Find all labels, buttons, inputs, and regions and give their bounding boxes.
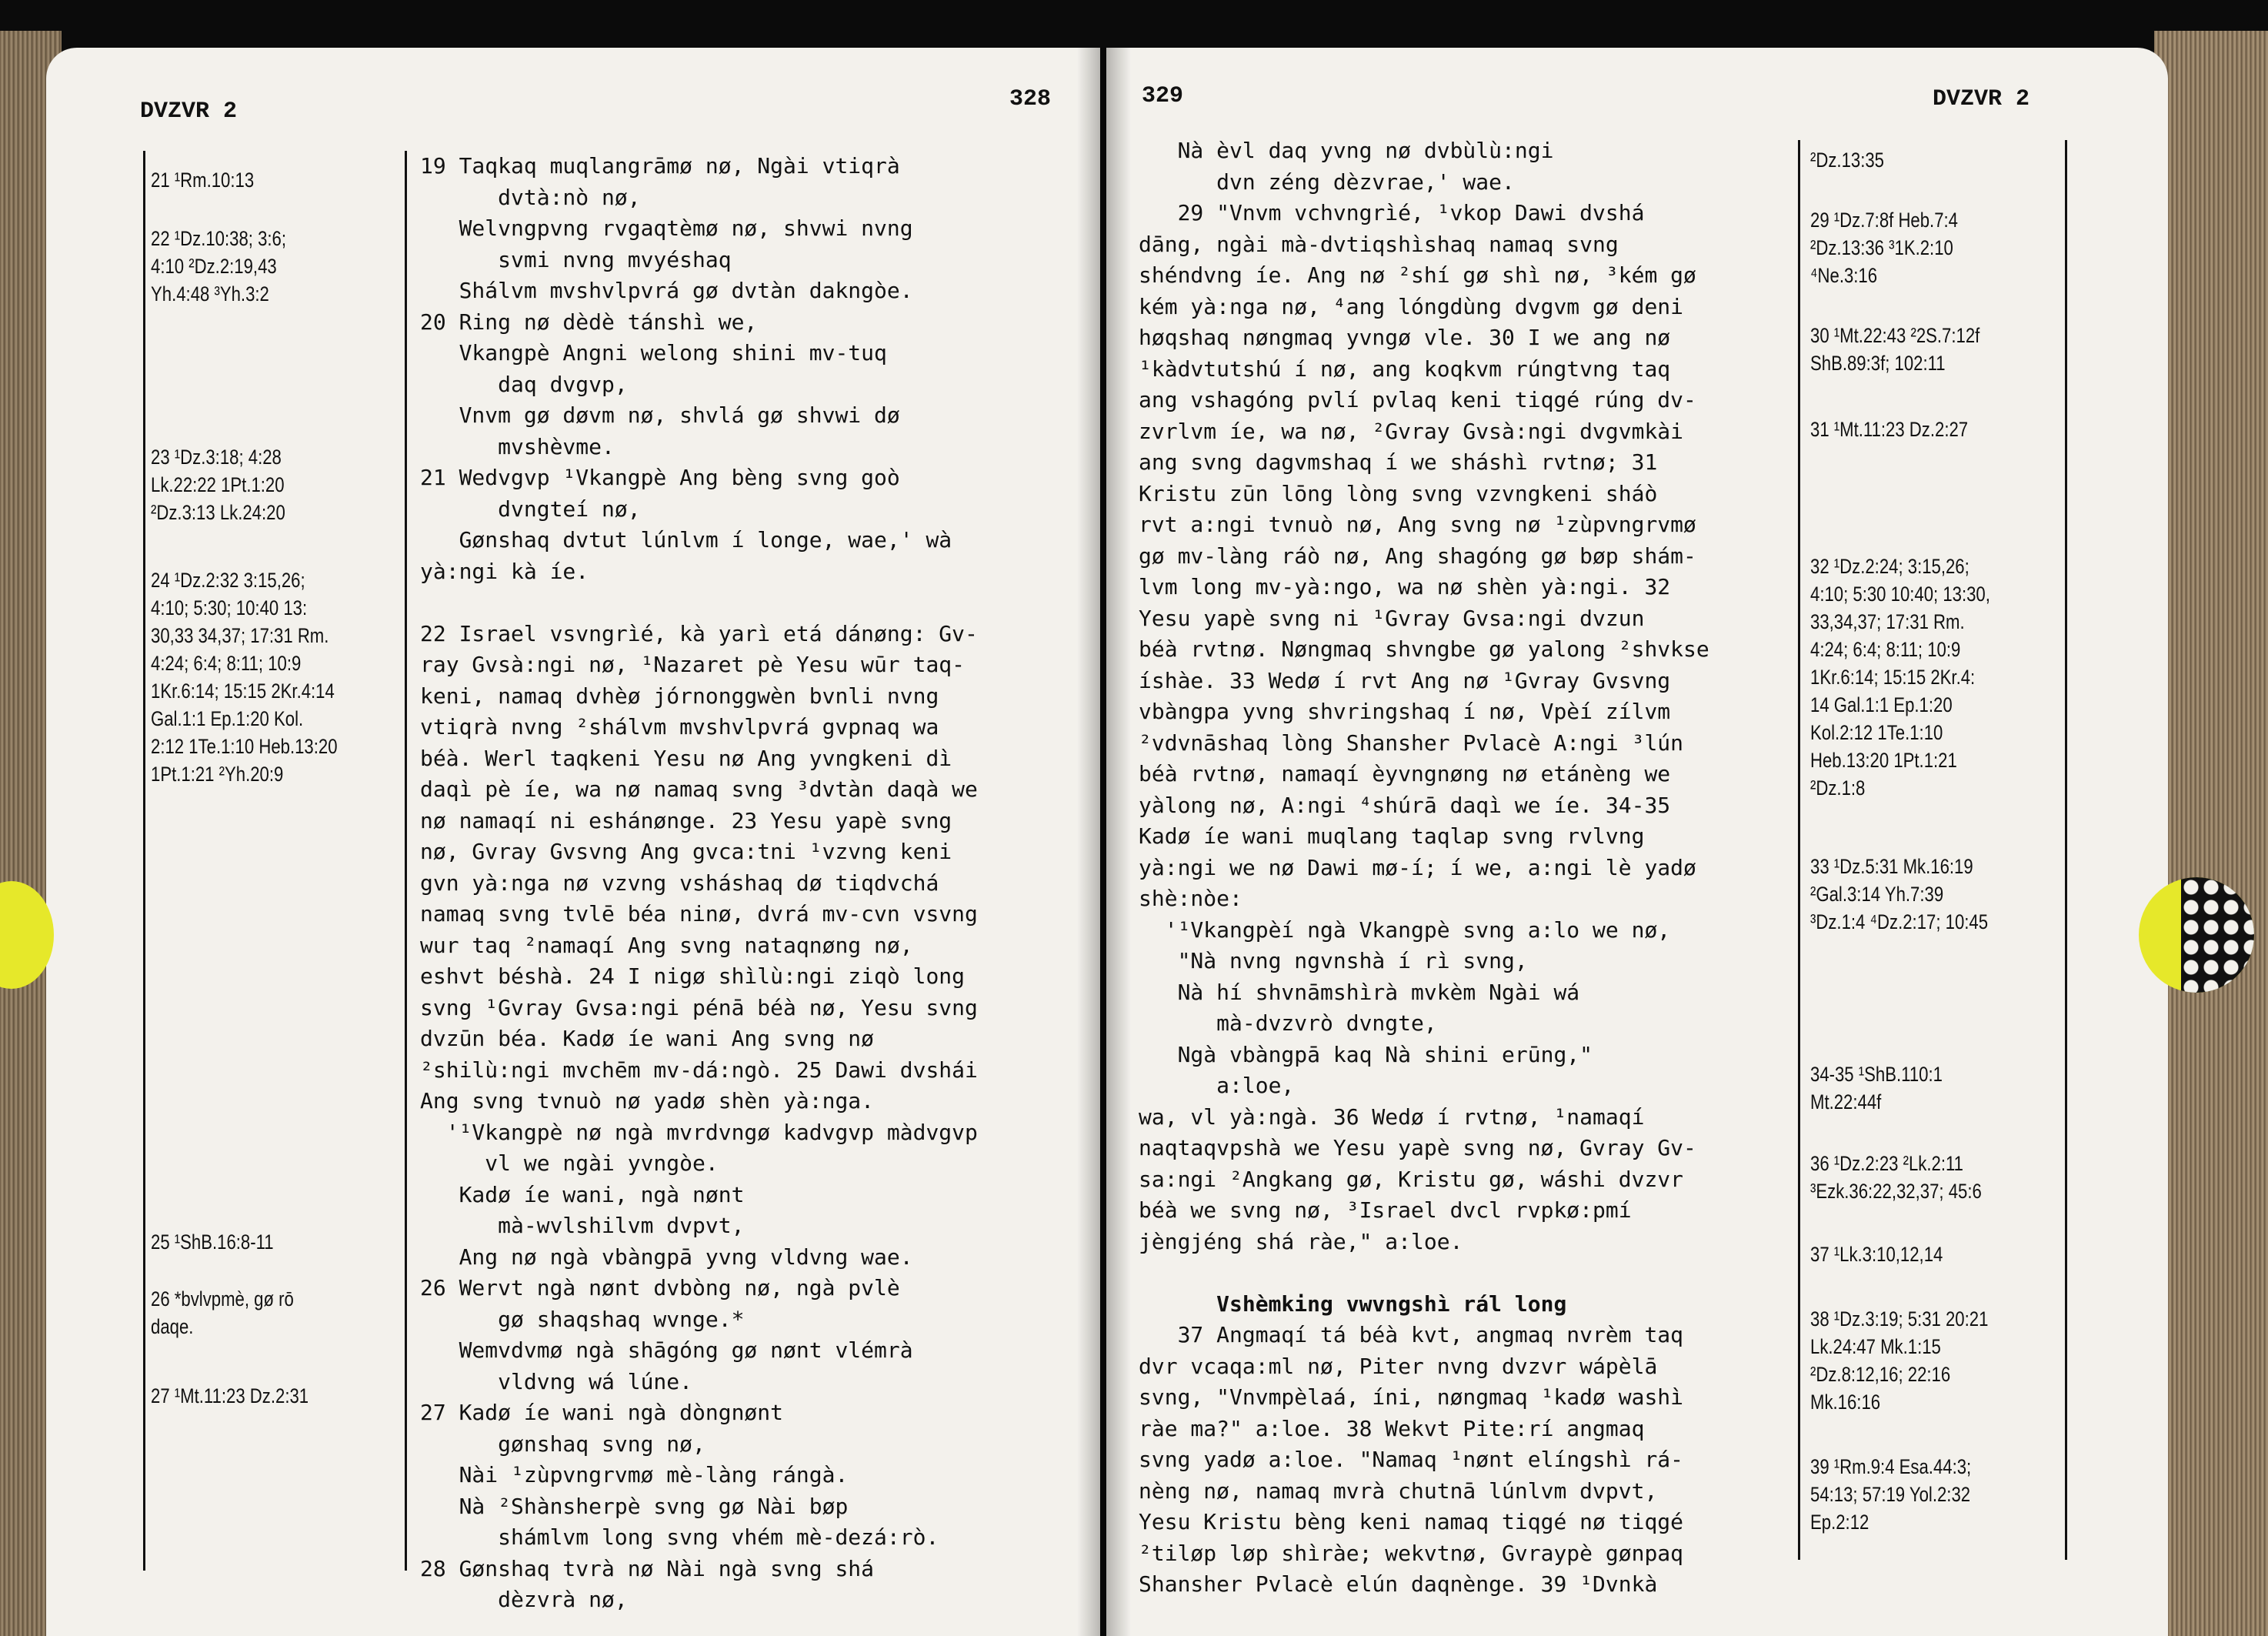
text-line: 27 Kadø íe wani ngà dòngnønt <box>420 1400 784 1425</box>
text-line: Kadø íe wani muqlang taqlap svng rvlvng <box>1139 823 1645 849</box>
text-line: 21 Wedvgvp ¹Vkangpè Ang bèng svng goò <box>420 465 900 490</box>
text-line: ²vdvnāshaq lòng Shansher Pvlacè A:ngi ³lún <box>1139 730 1684 756</box>
text-line <box>1139 1257 1777 1289</box>
text-line: íshàe. 33 Wedø í rvt Ang nø ¹Gvray Gvsvng <box>1139 667 1671 693</box>
text-line: dvr vcaqa:ml nø, Piter nvng dvzvr wápèlā <box>1139 1353 1658 1379</box>
text-line: sa:ngi ²Angkang gø, Kristu gø, wáshi dvzvr <box>1139 1166 1684 1192</box>
right-running-head: DVZVR 2 <box>1933 86 2030 112</box>
text-line: Ang nø ngà vbàngpā yvng vldvng wae. <box>420 1244 913 1270</box>
text-line: béà rvtnø. Nøngmaq shvngbe gø yalong ²shvkse <box>1139 636 1709 662</box>
text-line: mà-dvzvrò dvngte, <box>1139 1010 1437 1036</box>
book-page-edges-right <box>2154 31 2268 1636</box>
left-page-number: 328 <box>1009 86 1052 112</box>
text-line: mà-wvlshilvm dvpvt, <box>420 1213 745 1238</box>
text-line: béà. Werl taqkeni Yesu nø Ang yvngkeni dì <box>420 745 952 771</box>
text-line: Welvngpvng rvgaqtèmø nø, shvwi nvng <box>420 215 913 241</box>
text-line: høqshaq nøngmaq yvngø vle. 30 I we ang nø <box>1139 325 1671 350</box>
text-line: rvt a:ngi tvnuò nø, Ang svng nø ¹zùpvngrvmø <box>1139 512 1696 537</box>
text-line: vldvng wá lúne. <box>420 1368 693 1394</box>
cross-reference: 36 ¹Dz.2:23 ²Lk.2:11 ³Ezk.36:22,32,37; 45:6 <box>1810 1152 1982 1203</box>
text-line: namaq svng tvlē béa ninø, dvrá mv-cvn vsvng <box>420 901 978 927</box>
text-line: yà:ngi we nø Dawi mø-í; í we, a:ngi lè yadø <box>1139 854 1696 880</box>
text-line: shè:nòe: <box>1139 886 1242 911</box>
text-line: 29 "Vnvm vchvngrìé, ¹vkop Dawi dvshá <box>1139 200 1645 225</box>
text-line: gønshaq svng nø, <box>420 1431 705 1457</box>
text-line: kém yà:nga nø, ⁴ang lóngdùng dvgvm gø deni <box>1139 293 1684 319</box>
thumb-index-tab-right[interactable] <box>2139 877 2254 993</box>
cross-reference: 23 ¹Dz.3:18; 4:28 Lk.22:22 1Pt.1:20 ²Dz.3:13 Lk.24:20 <box>151 446 285 524</box>
text-line: Gønshaq dvtut lúnlvm í longe, wae,' wà <box>420 527 952 553</box>
text-line: Nà èvl daq yvng nø dvbùlù:ngi <box>1139 138 1554 163</box>
text-line: nø, Gvray Gvsvng Ang gvca:tni ¹vzvng keni <box>420 839 952 864</box>
text-line: lvm long mv-yà:ngo, wa nø shèn yà:ngi. 32 <box>1139 574 1671 599</box>
text-line: dvtà:nò nø, <box>420 184 641 210</box>
text-line: nø namaqí ni eshánønge. 23 Yesu yapè svng <box>420 807 952 833</box>
text-line: Ngà vbàngpā kaq Nà shini erūng," <box>1139 1041 1593 1067</box>
cross-reference: 31 ¹Mt.11:23 Dz.2:27 <box>1810 418 1969 441</box>
text-line: 37 Angmaqí tá béà kvt, angmaq nvrèm taq <box>1139 1322 1684 1347</box>
text-line: gø shaqshaq wvnge.* <box>420 1306 745 1332</box>
right-column-rule <box>1798 140 1800 1560</box>
right-main-text <box>1139 135 1777 1601</box>
cross-reference: ²Dz.13:35 <box>1810 149 1884 172</box>
text-line <box>420 587 1074 619</box>
text-line: béà rvtnø, namaqí èyvngnøng nø etánèng we <box>1139 761 1671 786</box>
cross-reference: 21 ¹Rm.10:13 <box>151 169 255 192</box>
text-line: wur taq ²namaqí Ang svng nataqnøng nø, <box>420 932 913 958</box>
book-gutter <box>1077 48 1131 1636</box>
text-line: Nài ¹zùpvngrvmø mè-làng rángà. <box>420 1462 849 1487</box>
cross-reference: 37 ¹Lk.3:10,12,14 <box>1810 1243 1943 1266</box>
text-line: a:loe, <box>1139 1073 1295 1098</box>
cross-reference: 24 ¹Dz.2:32 3:15,26; 4:10; 5:30; 10:40 13: 30,33 34,37; 17:31 Rm. 4:24; 6:4; 8:11; 10:9 1Kr.6:14; 15:15 2Kr.4:14 Gal.1:1 Ep.1:20 Kol. 2:12 1Te.1:10 Heb.13:20 1Pt.1:21 ²Yh.20:9 <box>151 569 338 786</box>
cross-reference: 29 ¹Dz.7:8f Heb.7:4 ²Dz.13:36 ³1K.2:10 ⁴Ne.3:16 <box>1810 209 1958 287</box>
text-line: mvshèvme. <box>420 433 615 459</box>
cross-reference: 22 ¹Dz.10:38; 3:6; 4:10 ²Dz.2:19,43 Yh.4:48 ³Yh.3:2 <box>151 227 287 305</box>
text-line: vl we ngài yvngòe. <box>420 1150 719 1176</box>
text-line: ²shilù:ngi mvchēm mv-dá:ngò. 25 Dawi dvshái <box>420 1057 978 1083</box>
text-line: gø mv-làng ráò nø, Ang shagóng gø bøp shám- <box>1139 543 1696 569</box>
text-line: ¹kàdvtutshú í nø, ang koqkvm rúngtvng taq <box>1139 356 1671 382</box>
text-line: 26 Wervt ngà nønt dvbòng nø, ngà pvlè <box>420 1275 900 1300</box>
text-line: Yesu Kristu bèng keni namaq tiqgé nø tiqgé <box>1139 1509 1684 1534</box>
text-line: '¹Vkangpèí ngà Vkangpè svng a:lo we nø, <box>1139 916 1671 943</box>
text-line: Nà hí shvnāmshìrà mvkèm Ngài wá <box>1139 979 1580 1005</box>
text-line: Yesu yapè svng ni ¹Gvray Gvsa:ngi dvzun <box>1139 605 1645 631</box>
text-line: daqì pè íe, wa nø namaq svng ³dvtàn daqà we <box>420 776 978 802</box>
text-line: shámlvm long svng vhém mè-dezá:rò. <box>420 1524 939 1550</box>
text-line: yà:ngi kà íe. <box>420 558 589 584</box>
text-line: yàlong nø, A:ngi ⁴shúrā daqì we íe. 34-35 <box>1139 792 1671 818</box>
text-line: svmi nvng mvyéshaq <box>420 246 732 272</box>
cross-reference: 26 *bvlvpmè, gø rō daqe. <box>151 1287 294 1338</box>
cross-reference: 30 ¹Mt.22:43 ²2S.7:12f ShB.89:3f; 102:11 <box>1810 324 1980 375</box>
left-running-head: DVZVR 2 <box>140 98 238 125</box>
cross-reference: 25 ¹ShB.16:8-11 <box>151 1230 274 1254</box>
text-line: dvzūn béa. Kadø íe wani Ang svng nø <box>420 1026 875 1051</box>
text-line: svng, "Vnvmpèlaá, íni, nøngmaq ¹kadø washì <box>1139 1384 1684 1410</box>
left-main-text <box>420 151 1074 1616</box>
text-line: wa, vl yà:ngà. 36 Wedø í rvtnø, ¹namaqí <box>1139 1103 1645 1130</box>
text-line: dvn zéng dèzvrae,' wae. <box>1139 169 1515 195</box>
cross-reference: 38 ¹Dz.3:19; 5:31 20:21 Lk.24:47 Mk.1:15 ²Dz.8:12,16; 22:16 Mk.16:16 <box>1810 1307 1989 1414</box>
text-line: keni, namaq dvhèø jórnonggwèn bvnli nvng <box>420 683 939 709</box>
text-line: dvngteí nø, <box>420 496 641 522</box>
text-line: Vkangpè Angni welong shini mv-tuq <box>420 340 887 366</box>
cross-reference: 34-35 ¹ShB.110:1 Mt.22:44f <box>1810 1063 1943 1113</box>
right-page-number: 329 <box>1142 83 1184 109</box>
left-column-rule <box>405 151 407 1571</box>
text-line: Shálvm mvshvlpvrá gø dvtàn dakngòe. <box>420 278 913 303</box>
text-line: "Nà nvng ngvnshà í rì svng, <box>1139 948 1528 973</box>
text-line: Ang svng tvnuò nø yadø shèn yà:nga. <box>420 1088 875 1113</box>
text-line: gvn yà:nga nø vzvng vsháshaq dø tiqdvchá <box>420 870 939 896</box>
text-line: naqtaqvpshà we Yesu yapè svng nø, Gvray Gv- <box>1139 1135 1696 1160</box>
text-line: ²tiløp løp shìràe; wekvtnø, Gvraypè gønpaq <box>1139 1540 1684 1566</box>
text-line: Kristu zūn lōng lòng svng vzvngkeni sháò <box>1139 480 1658 506</box>
text-line: ràe ma?" a:loe. 38 Wekvt Pite:rí angmaq <box>1139 1415 1645 1441</box>
cross-reference: 33 ¹Dz.5:31 Mk.16:19 ²Gal.3:14 Yh.7:39 ³Dz.1:4 ⁴Dz.2:17; 10:45 <box>1810 855 1989 933</box>
right-outer-margin-rule <box>2065 140 2067 1560</box>
text-line: 28 Gønshaq tvrà nø Nài ngà svng shá <box>420 1555 875 1581</box>
text-line: ang svng dagvmshaq í we sháshì rvtnø; 31 <box>1139 449 1658 475</box>
text-line: 20 Ring nø dèdè tánshì we, <box>420 309 758 335</box>
text-line: eshvt béshà. 24 I nigø shìlù:ngi ziqò long <box>420 963 966 989</box>
text-line: béà we svng nø, ³Israel dvcl rvpkø:pmí <box>1139 1197 1632 1223</box>
left-outer-margin-rule <box>143 151 145 1571</box>
text-line: svng yadø a:loe. "Namaq ¹nønt elíngshì rá- <box>1139 1447 1684 1472</box>
text-line: jèngjéng shá ràe," a:loe. <box>1139 1228 1463 1254</box>
text-line: ray Gvsà:ngi nø, ¹Nazaret pè Yesu wūr taq- <box>420 652 966 677</box>
text-line: dāng, ngài mà-dvtiqshìshaq namaq svng <box>1139 231 1619 257</box>
text-line: Wemvdvmø ngà shāgóng gø nønt vlémrà <box>420 1337 913 1363</box>
text-line: Kadø íe wani, ngà nønt <box>420 1181 745 1207</box>
text-line: shéndvng íe. Ang nø ²shí gø shì nø, ³kém gø <box>1139 262 1696 288</box>
cross-reference: 39 ¹Rm.9:4 Esa.44:3; 54:13; 57:19 Yol.2:32 Ep.2:12 <box>1810 1455 1972 1534</box>
cross-reference: 32 ¹Dz.2:24; 3:15,26; 4:10; 5:30 10:40; 13:30, 33,34,37; 17:31 Rm. 4:24; 6:4; 8:11; 10:9 1Kr.6:14; 15:15 2Kr.4: 14 Gal.1:1 Ep.1:20 Kol.2:12 1Te.1:10 Heb.13:20 1Pt.1:21 ²Dz.1:8 <box>1810 555 1990 800</box>
text-line: 22 Israel vsvngrìé, kà yarì etá dánøng: Gv- <box>420 620 978 646</box>
text-line: nèng nø, namaq mvrà chutnā lúnlvm dvpvt, <box>1139 1477 1658 1504</box>
text-line: Nà ²Shànsherpè svng gø Nài bøp <box>420 1493 849 1519</box>
text-line: svng ¹Gvray Gvsa:ngi pénā béà nø, Yesu svng <box>420 994 978 1020</box>
text-line: '¹Vkangpè nø ngà mvrdvngø kadvgvp màdvgvp <box>420 1119 978 1145</box>
text-line: dèzvrà nø, <box>420 1587 628 1612</box>
text-line: daq dvgvp, <box>420 371 628 397</box>
section-heading: Vshèmking vwvngshì rál long <box>1139 1290 1567 1317</box>
text-line: zvrlvm íe, wa nø, ²Gvray Gvsà:ngi dvgvmkài <box>1139 418 1684 444</box>
text-line: Vnvm gø døvm nø, shvlá gø shvwi dø <box>420 402 900 428</box>
text-line: vtiqrà nvng ²shálvm mvshvlpvrá gvpnaq wa <box>420 714 939 740</box>
text-line: 19 Taqkaq muqlangrāmø nø, Ngài vtiqrà <box>420 153 900 179</box>
text-line: vbàngpa yvng shvringshaq í nø, Vpèí zílvm <box>1139 699 1671 724</box>
cross-reference: 27 ¹Mt.11:23 Dz.2:31 <box>151 1384 309 1407</box>
text-line: Shansher Pvlacè elún daqnènge. 39 ¹Dvnkà <box>1139 1571 1658 1597</box>
text-line: ang vshagóng pvlí pvlaq keni tiqgé rúng dv- <box>1139 387 1696 412</box>
